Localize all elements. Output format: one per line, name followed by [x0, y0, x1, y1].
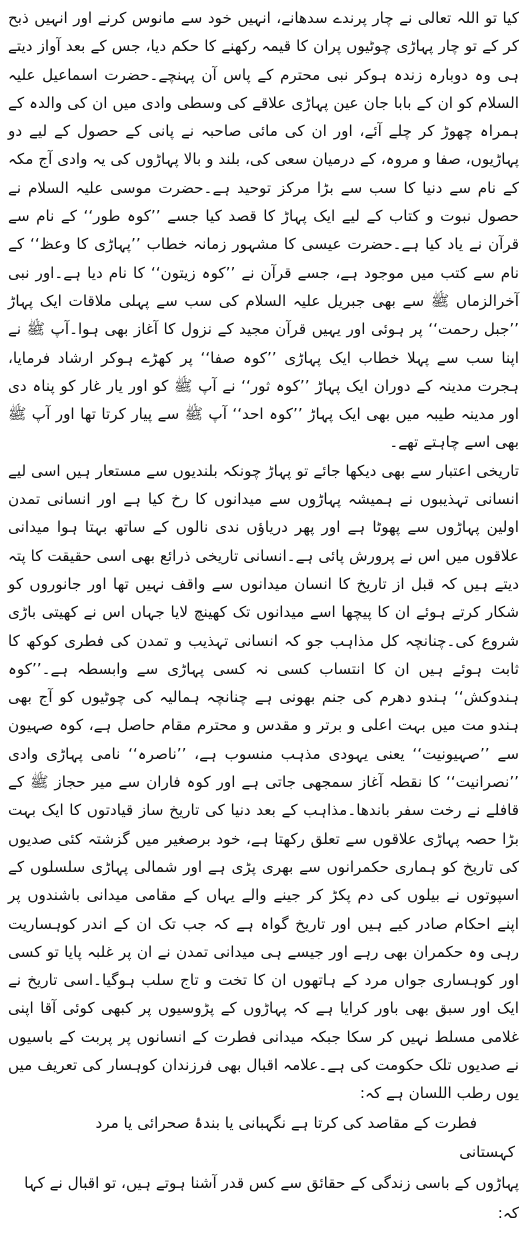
verse-line: فطرت کے مقاصد کی کرتا ہے نگہبانی یا بندۂ صحرائی یا مرد: [95, 1113, 477, 1132]
paragraph-prophets-and-mountains: کیا تو اللہ تعالی نے چار پرندے سدھانے، انہیں خود سے مانوس کرنے اور انہیں ذبح کر کے تو چار پہاڑی چوٹیوں پران کا قیمہ رکھنے کا حکم دیا، جس کے بعد آواز دیتے ہی وہ دوبارہ زندہ ہوکر نبی محترم کے پاس آن پہنچے۔حضرت اسماعیل علیہ السلام کو ان کے بابا جان عین پہاڑی علاقے کی وسطی وادی میں ان کی والدہ کے ہمراہ چھوڑ کر چلے آئے، اور ان کی مائی صاحبہ نے پانی کے حصول کے لیے دو پہاڑیوں، صفا و مروہ، کے درمیان سعی کی، بلند و بالا پہاڑوں کی یہ وادی آج مکہ کے نام سے دنیا کا سب سے بڑا مرکز توحید ہے۔حضرت موسی علیہ السلام نے حصول نبوت و کتاب کے لیے ایک پہاڑ کا قصد کیا جسے ’’کوہ طور‘‘ کے نام سے قرآن نے یاد کیا ہے۔حضرت عیسی کا مشہور زمانہ خطاب ’’پہاڑی کا وعظ‘‘ کے نام سے کتب میں موجود ہے، جسے قرآن نے ’’کوہ زیتون‘‘ کا نام دیا ہے۔اور نبی آخرالزماں ﷺ سے بھی جبریل علیہ السلام کی سب سے پہلی ملاقات ایک پہاڑ ’’جبل رحمت‘‘ پر ہوئی اور یہیں قرآن مجید کے نزول کا آغاز بھی ہوا۔آپ ﷺ نے اپنا سب سے پہلا خطاب ایک پہاڑی ’’کوہ صفا‘‘ پر کھڑے ہوکر ارشاد فرمایا، ہجرت مدینہ کے دوران ایک پہاڑ ’’کوہ ثور‘‘ نے آپ ﷺ کو اور یار غار کو پناہ دی اور مدینہ طیبہ میں بھی ایک پہاڑ ’’کوہ احد‘‘ آپ ﷺ سے پیار کرتا تھا اور آپ ﷺ بھی اسے چاہتے تھے۔: [8, 9, 519, 452]
paragraph-historical-perspective: تاریخی اعتبار سے بھی دیکھا جائے تو پہاڑ چونکہ بلندیوں سے مستعار ہیں اسی لیے انسانی تہذیبوں نے ہمیشہ پہاڑوں سے میدانوں کا رخ کیا ہے اور انسانی تمدن اولین پہاڑوں سے پھوٹا ہے اور پھر دریاؤں ندی نالوں کے ساتھ بہتا ہوا میدانی علاقوں میں اس نے پرورش پائی ہے۔انسانی تاریخی ذرائع بھی اسی حقیقت کا پتہ دیتے ہیں کہ قبل از تاریخ کا انسان میدانوں سے واقف نہیں تھا اور جانوروں کو شکار کرتے ہوئے ان کا پیچھا اسے میدانوں تک کھینچ لایا جہاں اس نے کھیتی باڑی شروع کی۔چنانچہ کل مذاہب جو کہ انسانی تہذیب و تمدن کی فطری کوکھ کا ثابت ہوئے ہیں ان کا انتساب کسی نہ کسی پہاڑی سے وابسطہ ہے۔’’کوہ ہندوکش‘‘ ہندو دھرم کی جنم بھونی ہے چنانچہ ہمالیہ کی چوٹیوں کو آج بھی ہندو مت میں بہت اعلی و برتر و مقدس و محترم مقام حاصل ہے، کوہ صہیون سے ’’صہیونیت‘‘ یعنی یہودی مذہب منسوب ہے، ’’ناصرہ‘‘ نامی پہاڑی وادی ’’نصرانیت‘‘ کا نقطہ آغاز سمجھی جاتی ہے اور کوہ فاران سے میر حجاز ﷺ کے قافلے نے رخت سفر باندھا۔مذاہب کے بعد دنیا کی تاریخ ساز قیادتوں کا ایک بہت بڑا حصہ پہاڑی علاقوں سے تعلق رکھتا ہے، خود برصغیر میں گزشتہ کئی صدیوں کی تاریخ کو ہماری حکمرانوں سے بھری پڑی ہے اور شمالی پہاڑی سلسلوں کے اسپوتوں نے بیلوں کی دم پکڑ کر جینے والے یہاں کے مقامی میدانی باشندوں پر اپنے احکام صادر کیے ہیں اور تاریخ گواہ ہے کہ جب تک ان کے اندر کوہساریت رہی وہ حکمران بھی رہے اور جیسے ہی میدانی تمدن نے ان پر غلبہ پایا تو کسی اور کوہساری جواں مرد کے ہاتھوں ان کا تخت و تاج سلب ہوگیا۔اسی تاریخ نے ایک اور سبق بھی باور کرایا ہے کہ پہاڑوں کے پڑوسیوں پر کبھی کوئی آقا اپنی غلامی مسلط نہیں کر سکا جبکہ میدانی فطرت کے انسانوں پر پربت کے باسیوں نے صدیوں تلک حکومت کی ہے۔علامہ اقبال بھی فرزندان کوہسار کی تعریف میں یوں رطب اللسان ہے کہ:: [8, 461, 519, 1103]
verse-continuation: کہستانی: [459, 1142, 515, 1161]
closing-line: پہاڑوں کے باسی زندگی کے حقائق سے کس قدر آشنا ہوتے ہیں، تو اقبال نے کہا کہ:: [24, 1173, 519, 1222]
